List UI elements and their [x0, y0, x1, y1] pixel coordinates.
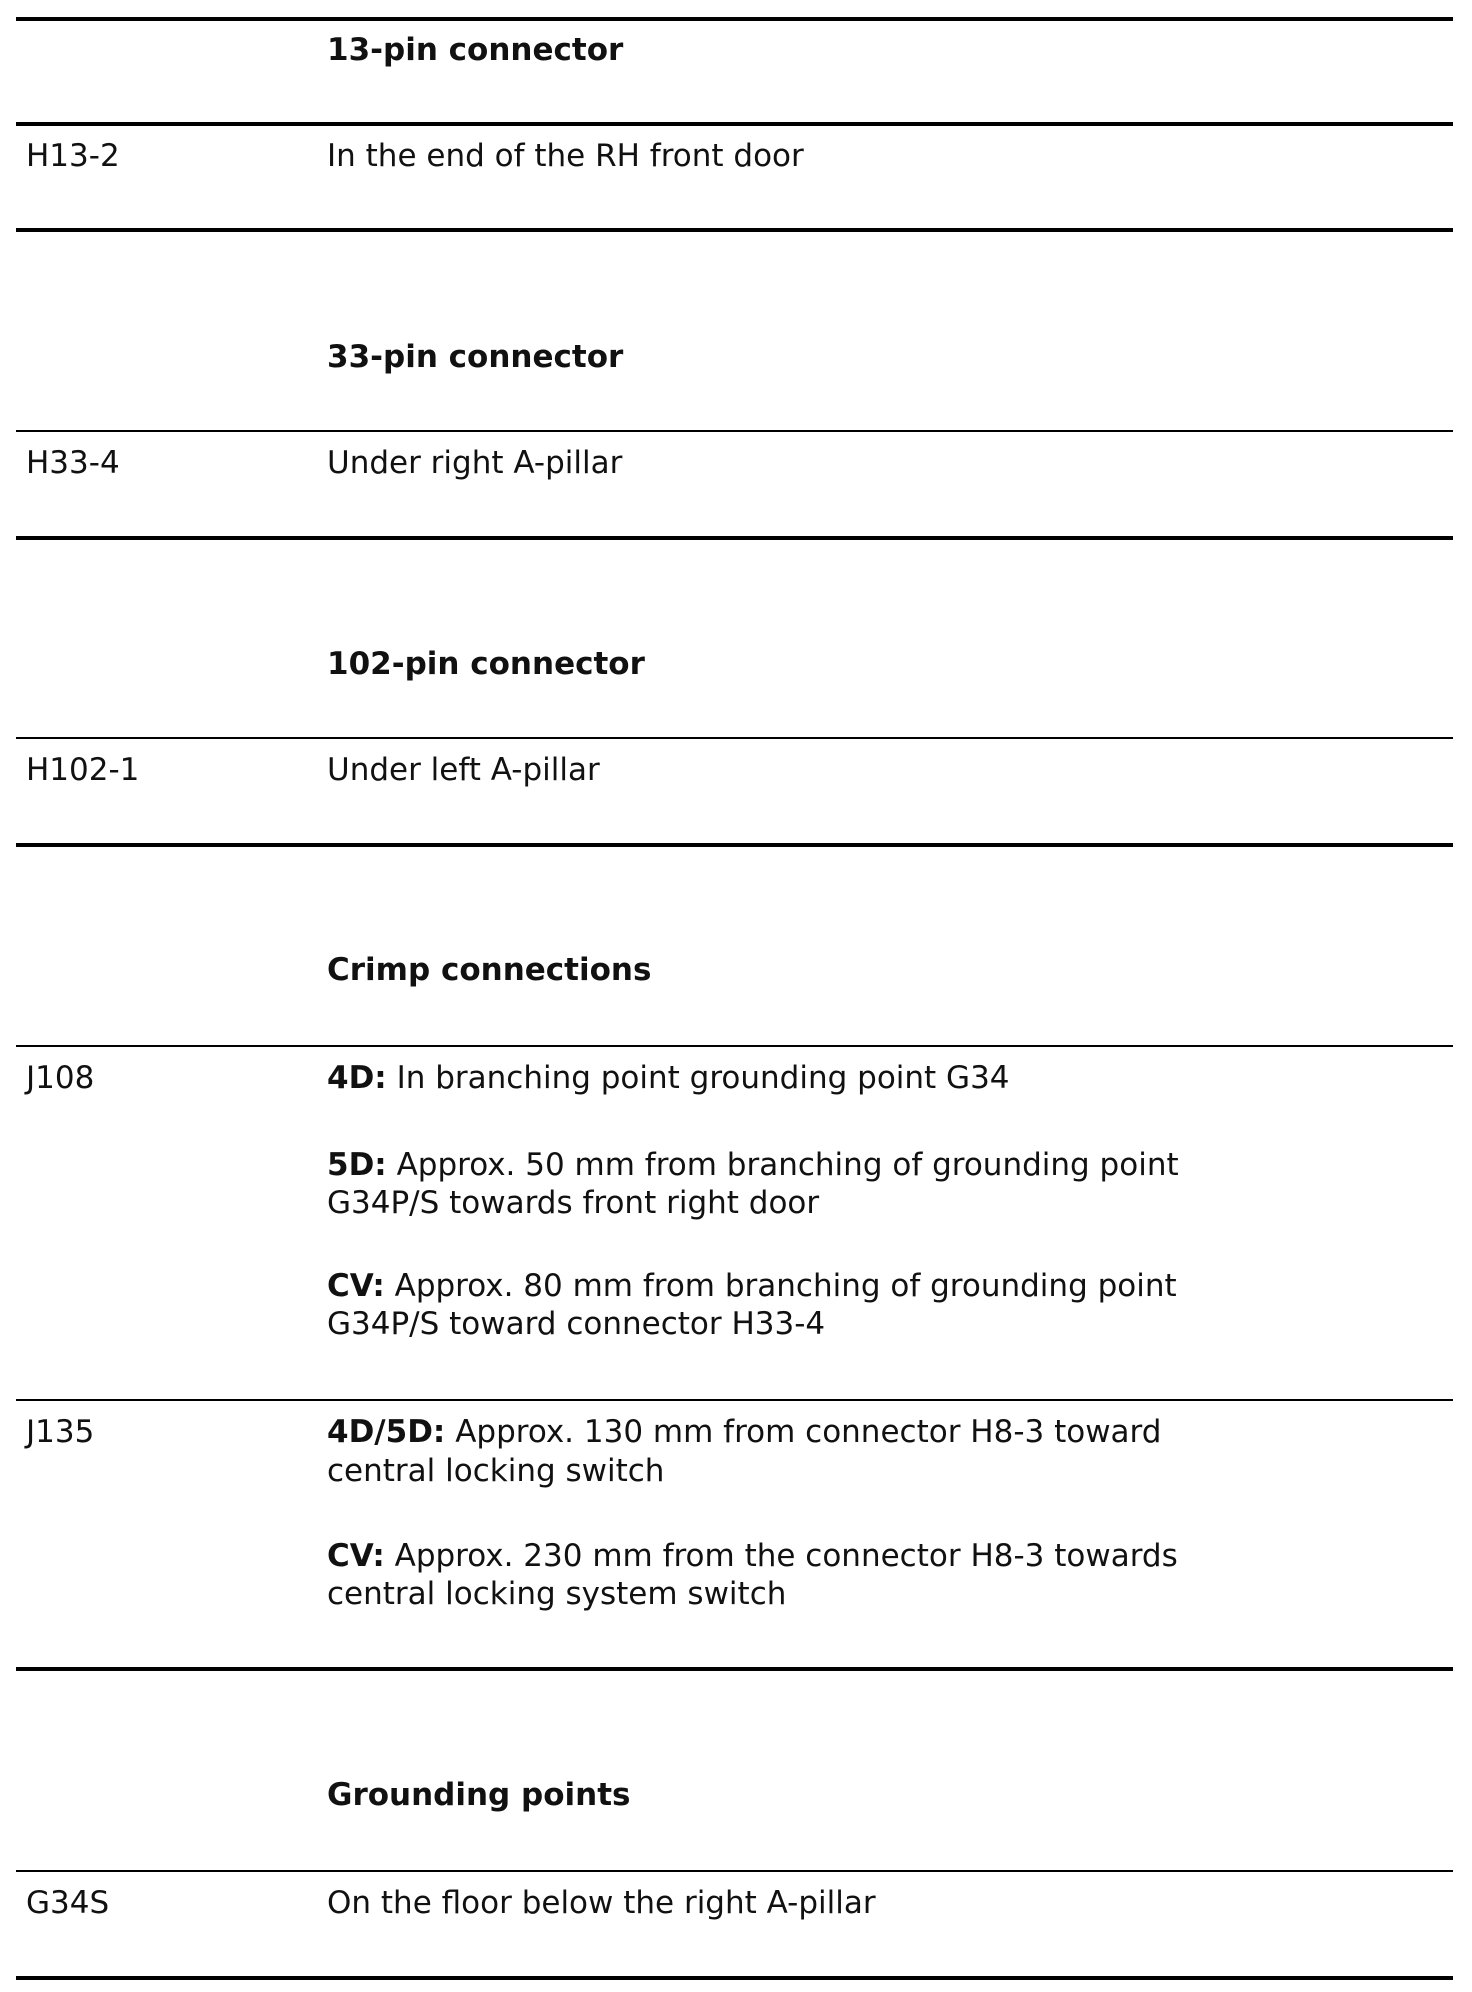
variant-text: Approx. 50 mm from branching of grounding point — [396, 1147, 1179, 1183]
variant-text: Approx. 230 mm from the connector H8-3 towards — [394, 1538, 1178, 1574]
crimp-code: J108 — [26, 1060, 95, 1096]
row-divider — [16, 430, 1453, 432]
variant-label: CV: — [327, 1538, 385, 1574]
variant-label: 4D/5D: — [327, 1414, 446, 1450]
section-bottom-rule — [16, 843, 1453, 847]
crimp-code: J135 — [26, 1414, 95, 1450]
connector-code: H102-1 — [26, 752, 140, 788]
variant-entry — [327, 1058, 1010, 1098]
row-divider — [16, 1045, 1453, 1047]
location-text: In the end of the RH front door — [327, 138, 804, 174]
variant-text: In branching point grounding point G34 — [396, 1060, 1010, 1096]
row-divider — [16, 1399, 1453, 1401]
variant-label: 4D: — [327, 1060, 387, 1096]
grounding-code: G34S — [26, 1885, 110, 1921]
variant-text-continued: central locking system switch — [327, 1576, 787, 1612]
variant-text: Approx. 80 mm from branching of grounding point — [394, 1268, 1177, 1304]
variant-text-continued: central locking switch — [327, 1453, 665, 1489]
connector-code: H13-2 — [26, 138, 120, 174]
section-heading: 33-pin connector — [327, 339, 624, 375]
variant-text-continued: G34P/S toward connector H33-4 — [327, 1306, 826, 1342]
variant-entry — [327, 1266, 1177, 1306]
section-top-rule — [16, 17, 1453, 21]
variant-label: CV: — [327, 1268, 385, 1304]
section-bottom-rule — [16, 536, 1453, 540]
variant-label: 5D: — [327, 1147, 387, 1183]
section-heading: 102-pin connector — [327, 646, 645, 682]
section-heading: Crimp connections — [327, 952, 652, 988]
row-divider — [16, 122, 1453, 126]
variant-entry — [327, 1145, 1179, 1185]
row-divider — [16, 1870, 1453, 1872]
connector-code: H33-4 — [26, 445, 120, 481]
variant-entry — [327, 1536, 1178, 1576]
section-bottom-rule — [16, 1667, 1453, 1671]
location-text: On the floor below the right A-pillar — [327, 1885, 876, 1921]
section-bottom-rule — [16, 228, 1453, 232]
section-bottom-rule — [16, 1976, 1453, 1980]
section-heading: Grounding points — [327, 1777, 631, 1813]
row-divider — [16, 737, 1453, 739]
location-text: Under left A-pillar — [327, 752, 600, 788]
variant-text-continued: G34P/S towards front right door — [327, 1185, 820, 1221]
variant-entry — [327, 1412, 1161, 1452]
variant-text: Approx. 130 mm from connector H8-3 toward — [455, 1414, 1162, 1450]
location-text: Under right A-pillar — [327, 445, 623, 481]
section-heading: 13-pin connector — [327, 32, 624, 68]
